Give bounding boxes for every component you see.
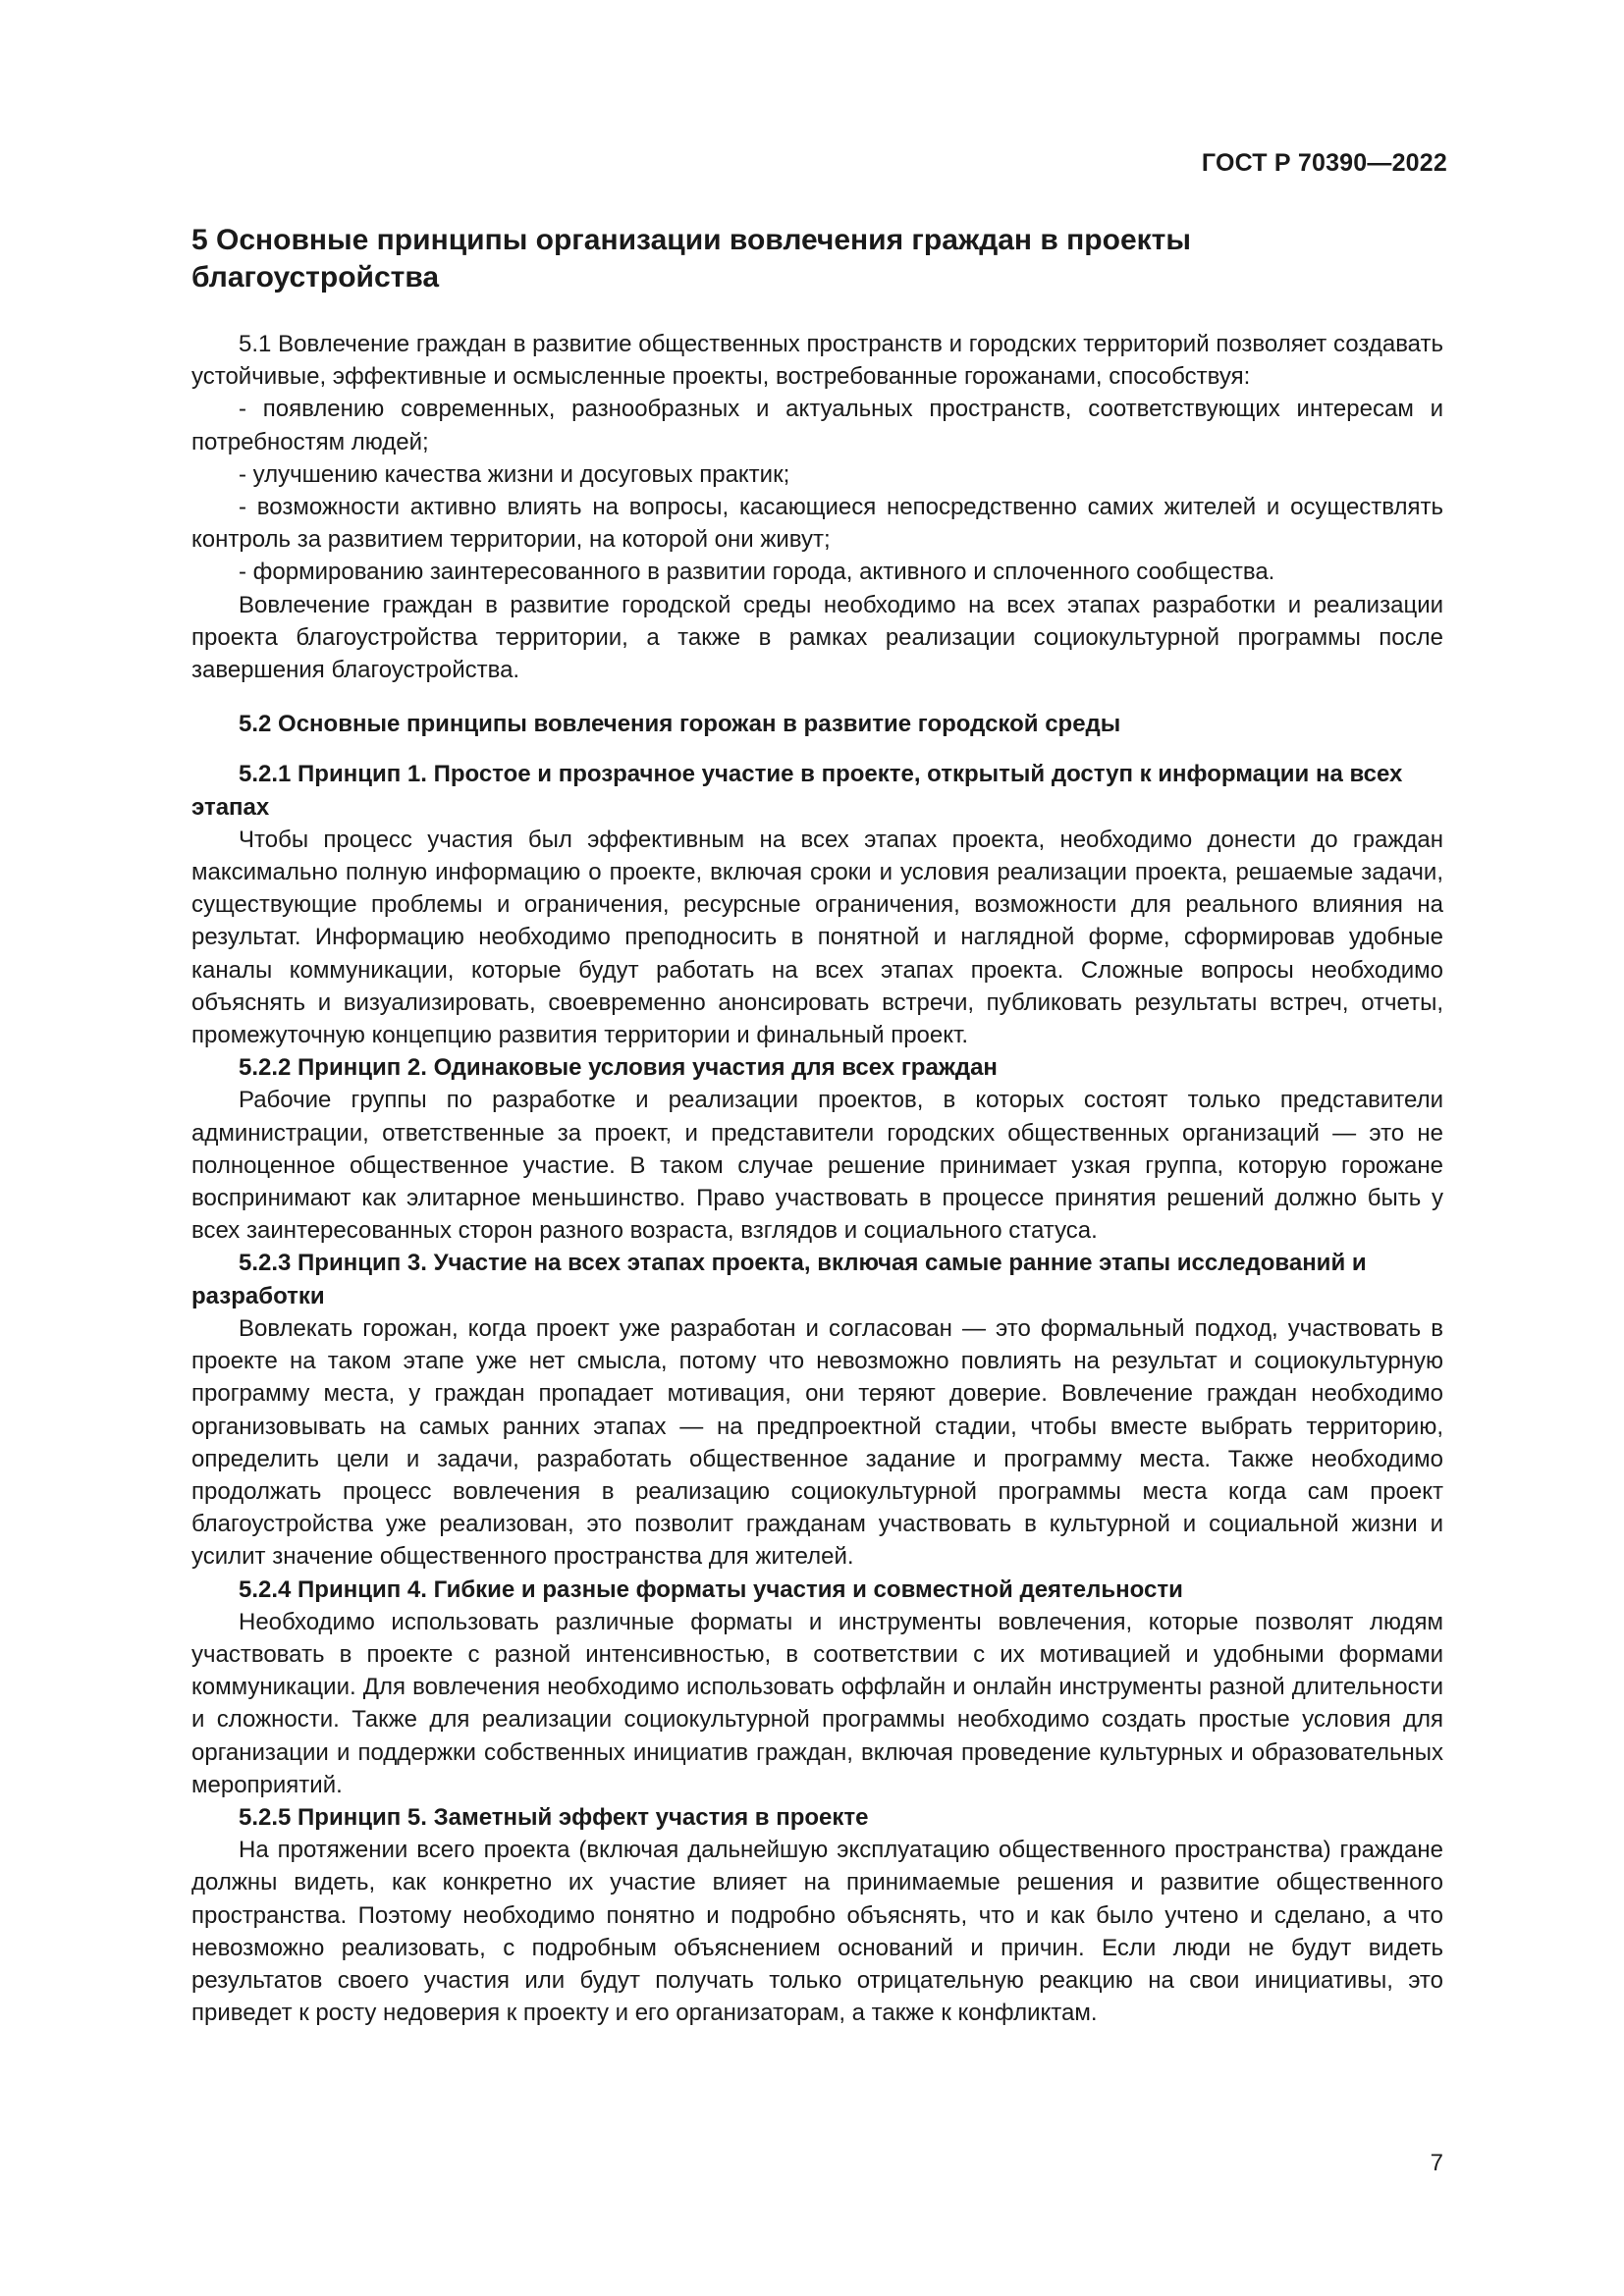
intro-closing: Вовлечение граждан в развитие городской среды необходимо на всех этапах разработки и реализации проекта благоустройства территории, а также в рамках реализации социокультурной программы после завершения благоустройства.: [191, 591, 1443, 684]
standard-code: ГОСТ Р 70390—2022: [1201, 149, 1447, 177]
page-number: 7: [1430, 2150, 1443, 2176]
principle-3-title: 5.2.3 Принцип 3. Участие на всех этапах проекта, включая самые ранние этапы исследований и разработки: [191, 1250, 1367, 1309]
principle-5-text: На протяжении всего проекта (включая дальнейшую эксплуатацию общественного пространства) граждане должны видеть, как конкретно их участие влияет на принимаемые решения и развитие общественного пространства. Поэтому необходимо понятно и подробно объяснять, что и как было учтено и сделано, а что невозможно реализовать, с подробным объяснением оснований и причин. Если люди не будут видеть результатов своего участия или будут получать только отрицательную реакцию на свои инициативы, это приведет к росту недоверия к проекту и его организаторам, а также к конфликтам.: [191, 1837, 1443, 2027]
principle-2-title: 5.2.2 Принцип 2. Одинаковые условия участия для всех граждан: [239, 1054, 998, 1082]
intro-bullet-3: - возможности активно влиять на вопросы, касающиеся непосредственно самих жителей и осуществлять контроль за развитием территории, на которой они живут;: [191, 494, 1443, 554]
principle-2-text: Рабочие группы по разработке и реализации проектов, в которых состоят только представители администрации, ответственные за проект, и представители городских общественных организаций — это не полноценное общественное участие. В таком случае решение принимает узкая группа, которую горожане воспринимают как элитарное меньшинство. Право участвовать в процессе принятия решений должно быть у всех заинтересованных сторон разного возраста, взглядов и социального статуса.: [191, 1087, 1443, 1245]
intro-bullet-1: - появлению современных, разнообразных и актуальных пространств, соответствующих интересам и потребностям людей;: [191, 396, 1443, 455]
principle-4-title: 5.2.4 Принцип 4. Гибкие и разные форматы участия и совместной деятельности: [239, 1575, 1183, 1603]
intro-bullet-2: - улучшению качества жизни и досуговых практик;: [239, 460, 790, 488]
principle-1-title: 5.2.1 Принцип 1. Простое и прозрачное участие в проекте, открытый доступ к информации на всех этапах: [191, 761, 1403, 821]
principle-3-text: Вовлекать горожан, когда проект уже разработан и согласован — это формальный подход, участвовать в проекте на таком этапе уже нет смысла, потому что невозможно повлиять на результат и социокультурную программу места, у граждан пропадает мотивация, они теряют доверие. Вовлечение граждан необходимо организовывать на самых ранних этапах — на предпроектной стадии, чтобы вместе выбрать территорию, определить цели и задачи, разработать общественное задание и программу места. Также необходимо продолжать процесс вовлечения в реализацию социокультурной программы места когда сам проект благоустройства уже реализован, это позволит гражданам участвовать в культурной и социальной жизни и усилит значение общественного пространства для жителей.: [191, 1314, 1443, 1571]
intro-bullet-4: - формированию заинтересованного в развитии города, активного и сплоченного сообщества.: [239, 559, 1275, 586]
principles-heading: 5.2 Основные принципы вовлечения горожан в развитие городской среды: [239, 711, 1121, 738]
principle-5-title: 5.2.5 Принцип 5. Заметный эффект участия в проекте: [239, 1803, 869, 1831]
principle-4-text: Необходимо использовать различные форматы и инструменты вовлечения, которые позволят людям участвовать в проекте с разной интенсивностью, в соответствии с их мотивацией и удобными формами коммуникации. Для вовлечения необходимо использовать оффлайн и онлайн инструменты разной длительности и сложности. Также для реализации социокультурной программы необходимо создать простые условия для организации и поддержки собственных инициатив граждан, включая проведение культурных и образовательных мероприятий.: [191, 1608, 1443, 1798]
section-title: 5 Основные принципы организации вовлечения граждан в проекты благоустройства: [191, 224, 1191, 294]
intro-lead: 5.1 Вовлечение граждан в развитие общественных пространств и городских территорий позволяет создавать устойчивые, эффективные и осмысленные проекты, востребованные горожанами, способствуя:: [191, 331, 1443, 391]
page-content: [191, 222, 1443, 2029]
principle-1-text: Чтобы процесс участия был эффективным на всех этапах проекта, необходимо донести до граждан максимально полную информацию о проекте, включая сроки и условия реализации проекта, решаемые задачи, существующие проблемы и ограничения, ресурсные ограничения, возможности для реального влияния на результат. Информацию необходимо преподносить в понятной и наглядной форме, сформировав удобные каналы коммуникации, которые будут работать на всех этапах проекта. Сложные вопросы необходимо объяснять и визуализировать, своевременно анонсировать встречи, публиковать результаты встреч, отчеты, промежуточную концепцию развития территории и финальный проект.: [191, 826, 1443, 1049]
